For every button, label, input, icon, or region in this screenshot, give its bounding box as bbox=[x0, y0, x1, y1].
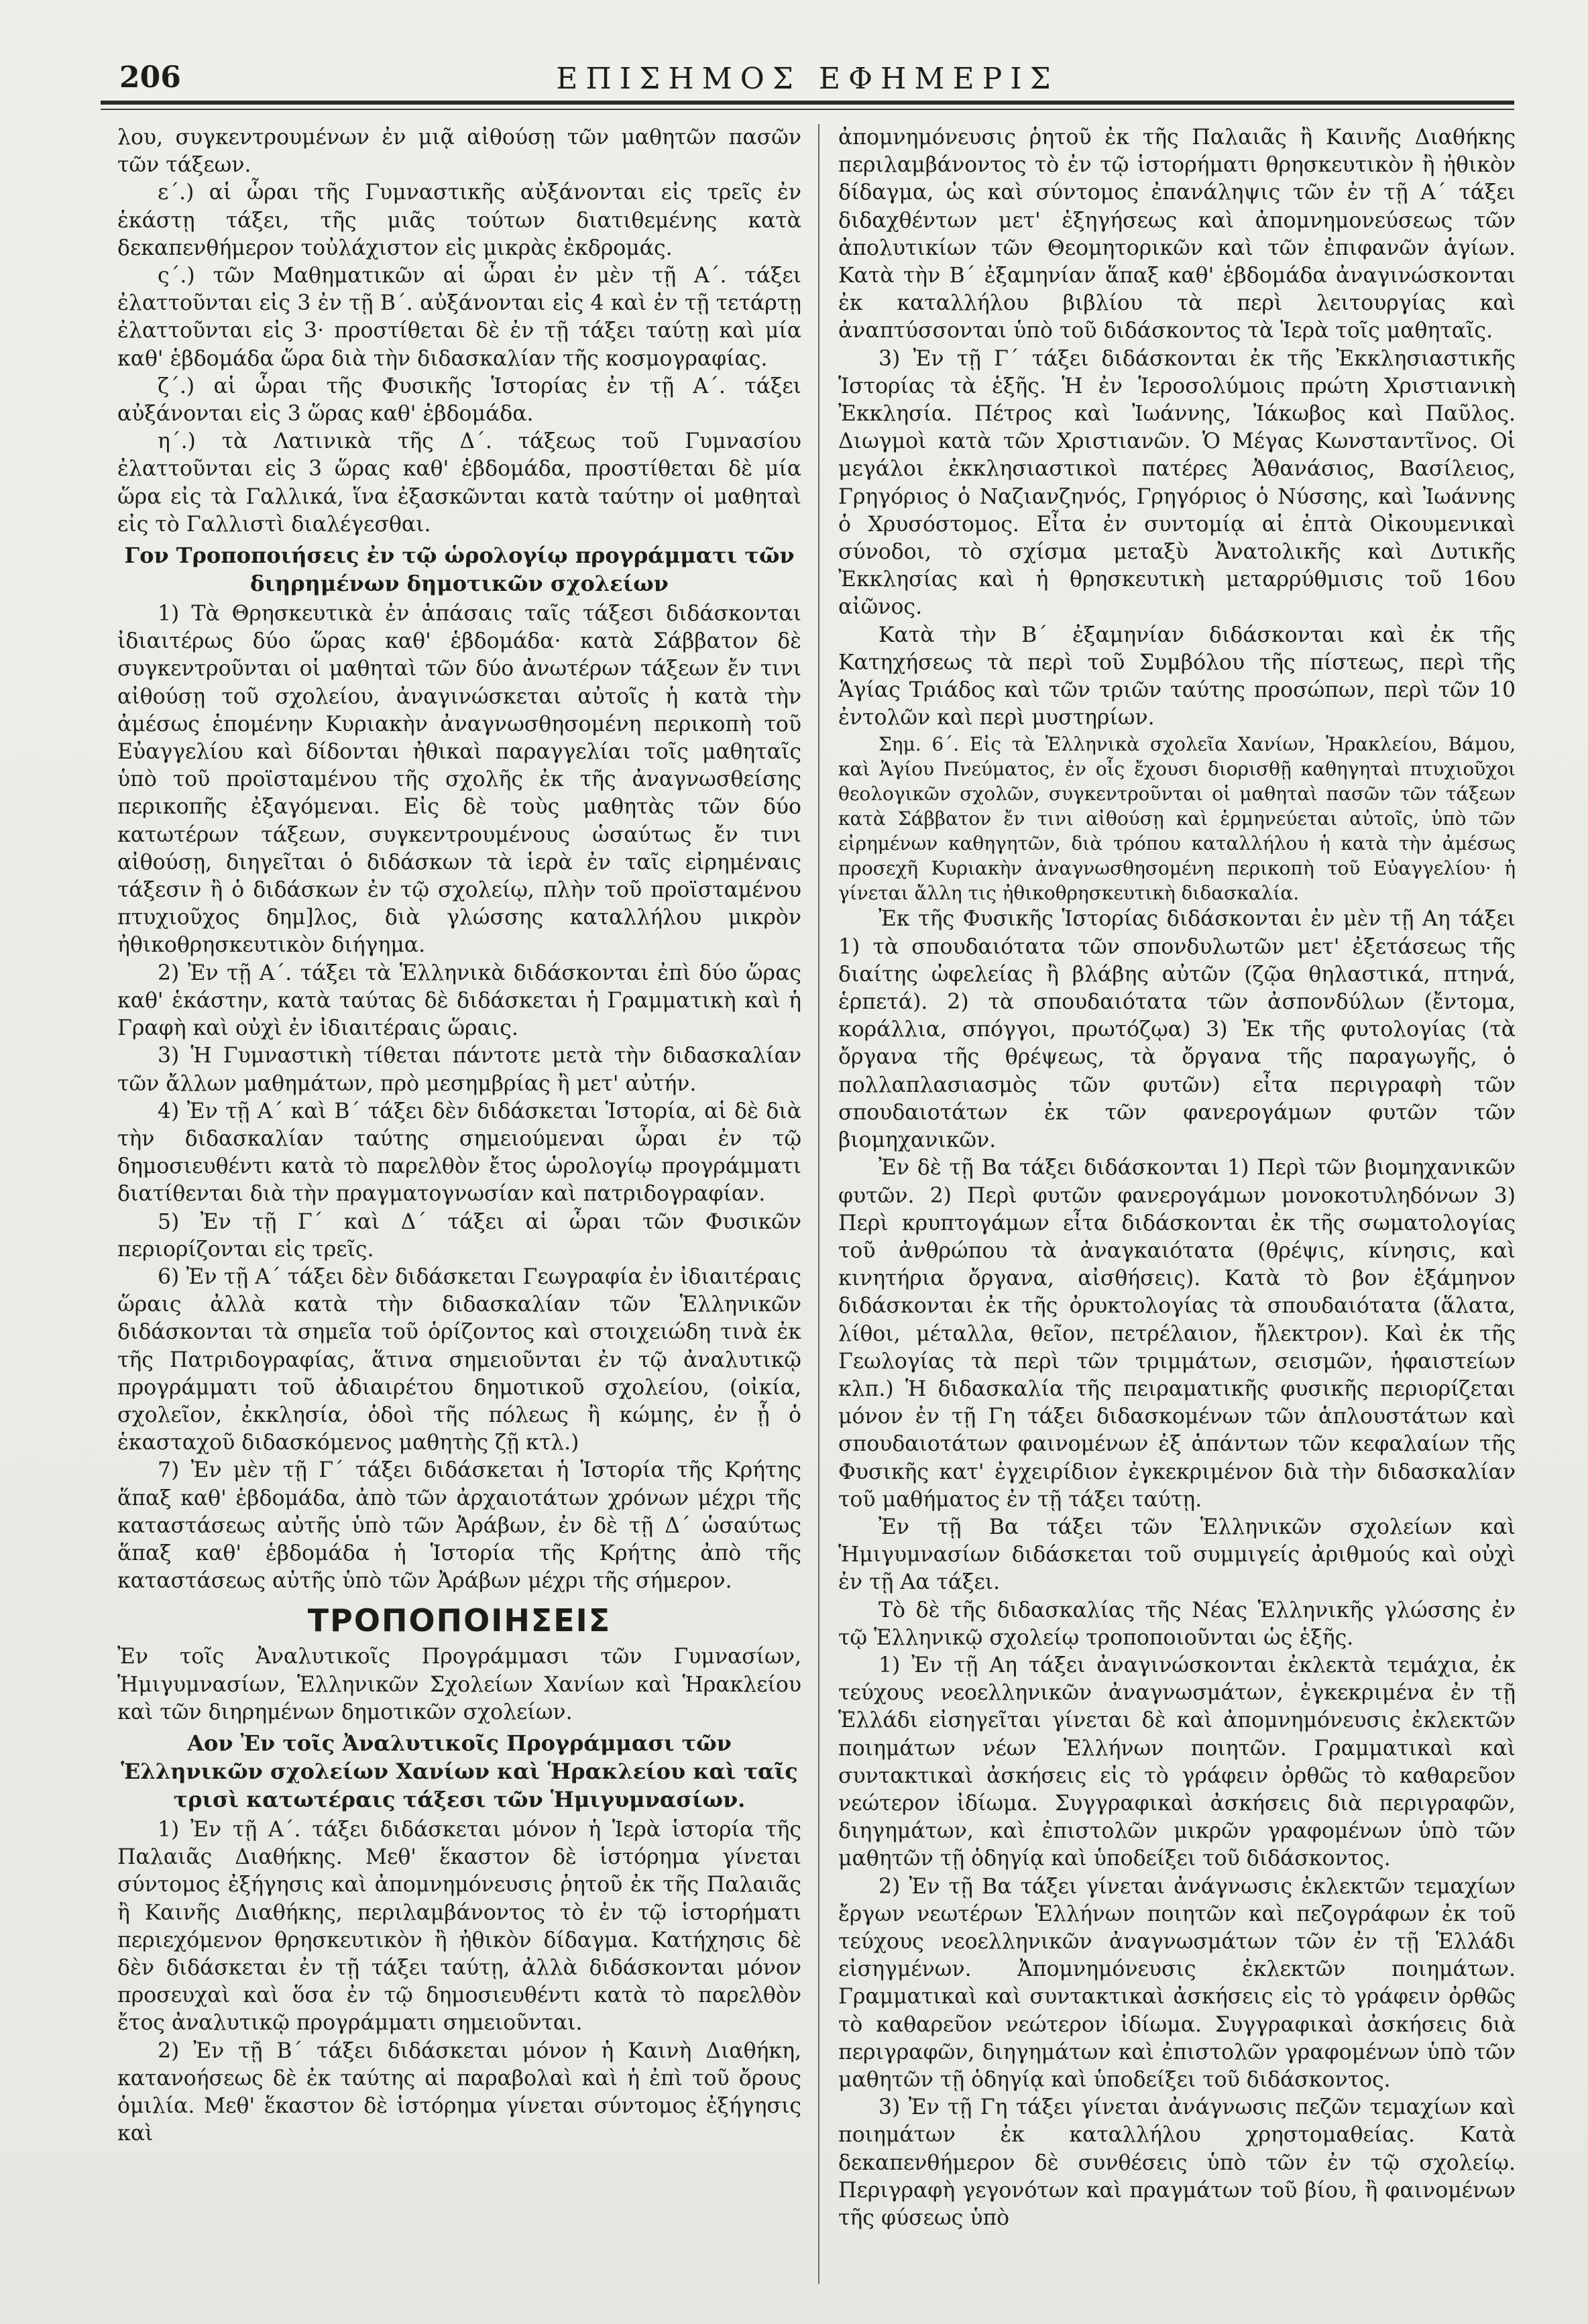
paragraph: 1) Τὰ Θρησκευτικὰ ἐν ἁπάσαις ταῖς τάξεσι διδάσκονται ἰδιαιτέρως δύο ὥρας καθ' ἑβδομάδα· κατὰ Σάββατον δὲ συγκεντροῦνται οἱ μαθηταὶ τῶν δύο ἀνωτέρων τάξεων ἔν τινι αἰθούσῃ τοῦ σχολείου, ἀναγινώσκεται αὐτοῖς ἡ κατὰ τὴν ἀμέσως ἑπομένην Κυριακὴν ἀναγνωσθησομένη περικοπὴ τοῦ Εὐαγγελίου καὶ δίδονται ἠθικαὶ παραγγελίαι τοῖς μαθηταῖς ὑπὸ τοῦ προϊσταμένου τῆς σχολῆς ἐκ τῆς ἀναγνωσθείσης περικοπῆς ἐξαγόμεναι. Εἰς δὲ τοὺς μαθητὰς τῶν δύο κατωτέρων τάξεων, συγκεντρουμένους ὡσαύτως ἔν τινι αἰθούσῃ, διηγεῖται ὁ διδάσκων τὰ ἱερὰ ἐν ταῖς εἰρημέναις τάξεσιν ἢ ὁ διδάσκων ἐν τῷ σχολείῳ, πλὴν τοῦ προϊσταμένου πτυχιοῦχος δημ]λος, διὰ γλώσσης καταλλήλου μικρὸν ἠθικοθρησκευτικὸν διήγημα. bbox=[117, 602, 801, 958]
paragraph: 3) Ἡ Γυμναστικὴ τίθεται πάντοτε μετὰ τὴν διδασκαλίαν τῶν ἄλλων μαθημάτων, πρὸ μεσημβρίας ἢ μετ' αὐτήν. bbox=[117, 1044, 801, 1096]
paragraph: ζ΄.) αἱ ὧραι τῆς Φυσικῆς Ἱστορίας ἐν τῇ Α΄. τάξει αὐξάνονται εἰς 3 ὥρας καθ' ἑβδομάδα. bbox=[117, 374, 801, 427]
section-title: ΤΡΟΠΟΠΟΙΗΣΕΙΣ bbox=[307, 1602, 612, 1639]
section-heading: Γον Τροποποιήσεις ἐν τῷ ὡρολογίῳ προγράμματι τῶν διηρημένων δημοτικῶν σχολείων bbox=[124, 543, 795, 597]
paragraph: 6) Ἐν τῇ Α΄ τάξει δὲν διδάσκεται Γεωγραφία ἐν ἰδιαιτέραις ὥραις ἀλλὰ κατὰ τὴν διδασκαλίαν τῶν Ἑλληνικῶν διδάσκονται τὰ σημεῖα τοῦ ὁρίζοντος καὶ στοιχειώδη τινὰ ἐκ τῆς Πατριδογραφίας, ἅτινα σημειοῦνται ἐν τῷ ἀναλυτικῷ προγράμματι τοῦ ἀδιαιρέτου δημοτικοῦ σχολείου, (οἰκία, σχολεῖον, ἐκκλησία, ὁδοὶ τῆς πόλεως ἢ κώμης, ἐν ᾗ ὁ ἑκασταχοῦ διδασκόμενος μαθητὴς ζῇ κτλ.) bbox=[117, 1264, 801, 1455]
section-heading: Αον Ἐν τοῖς Ἀναλυτικοῖς Προγράμμασι τῶν Ἑλληνικῶν σχολείων Χανίων καὶ Ἡρακλείου καὶ ταῖς τρισὶ κατωτέραις τάξεσι τῶν Ἡμιγυμνασίων. bbox=[121, 1730, 798, 1812]
paragraph: 2) Ἐν τῇ Β΄ τάξει διδάσκεται μόνον ἡ Καινὴ Διαθήκη, κατανοήσεως δὲ ἐκ ταύτης αἱ παραβολαὶ καὶ ἡ ἐπὶ τοῦ ὄρους ὁμιλία. Μεθ' ἕκαστον δὲ ἱστόρημα γίνεται σύντομος ἐξήγησις καὶ bbox=[117, 2038, 801, 2146]
paragraph: 1) Ἐν τῇ Αη τάξει ἀναγινώσκονται ἐκλεκτὰ τεμάχια, ἐκ τεύχους νεοελληνικῶν ἀναγνωσμάτων, ἐγκεκριμένα ἐν τῇ Ἑλλάδι εἰσηγεῖται γίνεται δὲ καὶ ἀπομνημόνευσις ἐκλεκτῶν ποιημάτων νέων Ἑλλήνων ποιητῶν. Γραμματικαὶ καὶ συντακτικαὶ ἀσκήσεις εἰς τὸ γράφειν ὀρθῶς τὸ καθαρεῦον νεώτερον ἰδίωμα. Συγγραφικαὶ ἀσκήσεις διὰ περιγραφῶν, διηγημάτων, καὶ ἐπιστολῶν μικρῶν γραφομένων ὑπὸ τῶν μαθητῶν τῇ ὁδηγίᾳ καὶ ὑποδείξει τοῦ διδάσκοντος. bbox=[838, 1653, 1516, 1871]
section-subtitle: Ἐν τοῖς Ἀναλυτικοῖς Προγράμμασι τῶν Γυμνασίων, Ἡμιγυμνασίων, Ἑλληνικῶν Σχολείων Χανίων καὶ Ἡρακλείου καὶ τῶν διηρημένων δημοτικῶν σχολείων. bbox=[117, 1645, 801, 1724]
paragraph: η΄.) τὰ Λατινικὰ τῆς Δ΄. τάξεως τοῦ Γυμνασίου ἐλαττοῦνται εἰς 3 ὥρας καθ' ἑβδομάδα, προστίθεται δὲ μία ὥρα εἰς τὰ Γαλλικά, ἵνα ἐξασκῶνται κατὰ ταύτην οἱ μαθηταὶ εἰς τὸ Γαλλιστὶ διαλέγεσθαι. bbox=[117, 429, 801, 537]
paragraph: ς΄.) τῶν Μαθηματικῶν αἱ ὧραι ἐν μὲν τῇ Α΄. τάξει ἐλαττοῦνται εἰς 3 ἐν τῇ Β΄. αὐξάνονται εἰς 4 καὶ ἐν τῇ τετάρτῃ ἐλαττοῦνται εἰς 3· προστίθεται δὲ ἐν τῇ τάξει ταύτῃ καὶ μία καθ' ἑβδομάδα ὥρα διὰ τὴν διδασκαλίαν τῆς κοσμογραφίας. bbox=[117, 264, 801, 371]
paragraph: Ἐκ τῆς Φυσικῆς Ἱστορίας διδάσκονται ἐν μὲν τῇ Αη τάξει 1) τὰ σπουδαιότατα τῶν σπονδυλωτῶν μετ' ἐξετάσεως τῆς διαίτης ὠφελείας ἢ βλάβης αὐτῶν (ζῷα θηλαστικά, πτηνά, ἑρπετά). 2) τὰ σπουδαιότατα τῶν ἀσπονδύλων (ἔντομα, κοράλλια, σπόγγοι, πρωτόζῳα) 3) Ἐκ τῆς φυτολογίας (τὰ ὄργανα τῆς θρέψεως, τὰ ὄργανα τῆς παραγωγῆς, ὁ πολλαπλασιασμὸς τῶν φυτῶν) εἶτα περιγραφὴ τῶν σπουδαιοτάτων ἐκ τῶν φανερογάμων φυτῶν τῶν βιομηχανικῶν. bbox=[838, 907, 1516, 1153]
header-rule-thin bbox=[101, 109, 1514, 110]
paragraph: ε΄.) αἱ ὧραι τῆς Γυμναστικῆς αὐξάνονται εἰς τρεῖς ἐν ἑκάστῃ τάξει, τῆς μιᾶς τούτων διατιθεμένης κατὰ δεκαπενθήμερον τοὐλάχιστον εἰς μικρὰς ἐκδρομάς. bbox=[117, 180, 801, 260]
paragraph: Ἐν τῇ Βα τάξει τῶν Ἑλληνικῶν σχολείων καὶ Ἡμιγυμνασίων διδάσκεται τοῦ συμμιγείς ἀριθμούς καὶ οὐχὶ ἐν τῇ Αα τάξει. bbox=[838, 1514, 1516, 1595]
header-rule bbox=[101, 101, 1514, 105]
paragraph: Κατὰ τὴν Β΄ ἐξαμηνίαν διδάσκονται καὶ ἐκ τῆς Κατηχήσεως τὰ περὶ τοῦ Συμβόλου τῆς πίστεως, περὶ τῆς Ἁγίας Τριάδος καὶ τῶν τριῶν ταύτης προσώπων, περὶ τῶν 10 ἐντολῶν καὶ περὶ μυστηρίων. bbox=[838, 622, 1516, 730]
paragraph: 7) Ἐν μὲν τῇ Γ΄ τάξει διδάσκεται ἡ Ἱστορία τῆς Κρήτης ἅπαξ καθ' ἑβδομάδα, ἀπὸ τῶν ἀρχαιοτάτων χρόνων μέχρι τῆς καταστάσεως αὐτῆς ὑπὸ τῶν Ἀράβων, ἐν δὲ τῇ Δ΄ ὡσαύτως ἅπαξ καθ' ἑβδομάδα ἡ Ἱστορία τῆς Κρήτης ἀπὸ τῆς καταστάσεως αὐτῆς ὑπὸ τῶν Ἀράβων μέχρι τῆς σήμερον. bbox=[117, 1458, 801, 1594]
paragraph: Τὸ δὲ τῆς διδασκαλίας τῆς Νέας Ἑλληνικῆς γλώσσης ἐν τῷ Ἑλληνικῷ σχολείῳ τροποποιοῦνται ὡς ἑξῆς. bbox=[838, 1598, 1516, 1650]
page-header bbox=[101, 54, 1514, 107]
journal-title: ΕΠΙΣΗΜΟΣ ΕΦΗΜΕΡΙΣ bbox=[556, 62, 1059, 96]
left-column bbox=[117, 124, 801, 2297]
paragraph: ἀπομνημόνευσις ῥητοῦ ἐκ τῆς Παλαιᾶς ἢ Καινῆς Διαθήκης περιλαμβάνοντος τὸ ἐν τῷ ἱστορήματι θρησκευτικὸν ἢ ἠθικὸν δίδαγμα, ὡς καὶ σύντομος ἐπανάληψις τῶν ἐν τῇ Α΄ τάξει διδαχθέντων μετ' ἐξηγήσεως καὶ ἀπομνημονεύσεως τῶν ἀπολυτικίων τῶν Θεομητορικῶν καὶ τῶν ἐπιφανῶν ἁγίων. Κατὰ τὴν Β΄ ἐξαμηνίαν ἅπαξ καθ' ἑβδομάδα ἀναγινώσκονται ἐκ καταλλήλου βιβλίου τὰ περὶ λειτουργίας καὶ ἀναπτύσσονται ὑπὸ τοῦ διδάσκοντος τὰ Ἱερὰ τοῖς μαθηταῖς. bbox=[838, 125, 1516, 343]
paragraph: 5) Ἐν τῇ Γ΄ καὶ Δ΄ τάξει αἱ ὧραι τῶν Φυσικῶν περιορίζονται εἰς τρεῖς. bbox=[117, 1209, 801, 1262]
paragraph: 3) Ἐν τῇ Γη τάξει γίνεται ἀνάγνωσις πεζῶν τεμαχίων καὶ ποιημάτων ἐκ καταλλήλου χρηστομαθείας. Κατὰ δεκαπενθήμερον δὲ συνθέσεις ὑπὸ τῶν ἐν τῷ σχολείῳ. Περιγραφὴ γεγονότων καὶ πραγμάτων τοῦ βίου, ἢ φαινομένων τῆς φύσεως ὑπὸ bbox=[838, 2095, 1516, 2231]
paragraph: 2) Ἐν τῇ Α΄. τάξει τὰ Ἑλληνικὰ διδάσκονται ἐπὶ δύο ὥρας καθ' ἑκάστην, κατὰ ταύτας δὲ διδάσκεται ἡ Γραμματικὴ καὶ ἡ Γραφὴ καὶ οὐχὶ ἐν ἰδιαιτέραις ὥραις. bbox=[117, 960, 801, 1041]
paragraph: Ἐν δὲ τῇ Βα τάξει διδάσκονται 1) Περὶ τῶν βιομηχανικῶν φυτῶν. 2) Περὶ φυτῶν φανερογάμων μονοκοτυληδόνων 3) Περὶ κρυπτογάμων εἶτα διδάσκονται ἐκ τῆς σωματολογίας τοῦ ἀνθρώπου τὰ ἀναγκαιότατα (θρέψις, κίνησις, καὶ κινητήρια ὄργανα, αἰσθήσεις). Κατὰ τὸ βον ἑξάμηνον διδάσκονται ἐκ τῆς ὀρυκτολογίας τὰ σπουδαιότατα (ἅλατα, λίθοι, μέταλλα, θεῖον, πετρέλαιον, ἤλεκτρον). Καὶ ἐκ τῆς Γεωλογίας τὰ περὶ τῶν τριμμάτων, σεισμῶν, ἡφαιστείων κλπ.) Ἡ διδασκαλία τῆς πειραματικῆς φυσικῆς περιορίζεται μόνον ἐν τῇ Γη τάξει διδασκομένων τῶν ἁπλουστάτων καὶ σπουδαιοτάτων φαινομένων ἐξ ἁπάντων τῶν κεφαλαίων τῆς Φυσικῆς κατ' ἐγχειρίδιον ἐγκεκριμένον διὰ τὴν διδασκαλίαν τοῦ μαθήματος ἐν τῇ τάξει ταύτῃ. bbox=[838, 1156, 1516, 1512]
paragraph: 4) Ἐν τῇ Α΄ καὶ Β΄ τάξει δὲν διδάσκεται Ἱστορία, αἱ δὲ διὰ τὴν διδασκαλίαν ταύτης σημειούμεναι ὧραι ἐν τῷ δημοσιευθέντι κατὰ τὸ παρελθὸν ἔτος ὡρολογίῳ προγράμματι διατίθενται διὰ τὴν πραγματογνωσίαν καὶ πατριδογραφίαν. bbox=[117, 1099, 801, 1207]
paragraph: 2) Ἐν τῇ Βα τάξει γίνεται ἀνάγνωσις ἐκλεκτῶν τεμαχίων ἔργων νεωτέρων Ἑλλήνων ποιητῶν καὶ πεζογράφων ἐκ τοῦ τεύχους νεοελληνικῶν ἀναγνωσμάτων τῶν ἐν τῇ Ἑλλάδι εἰσηγμένων. Ἀπομνημόνευσις ἐκλεκτῶν ποιημάτων. Γραμματικαὶ καὶ συντακτικαὶ ἀσκήσεις εἰς τὸ γράφειν ὀρθῶς τὸ καθαρεῦον νεώτερον ἰδίωμα. Συγγραφικαὶ ἀσκήσεις διὰ περιγραφῶν, διηγημάτων καὶ ἐπιστολῶν γραφομένων ὑπὸ τῶν μαθητῶν τῇ ὁδηγίᾳ καὶ ὑποδείξει τοῦ διδάσκοντος. bbox=[838, 1874, 1516, 2092]
column-divider bbox=[818, 124, 819, 2284]
paragraph: λου, συγκεντρουμένων ἐν μιᾷ αἰθούσῃ τῶν μαθητῶν πασῶν τῶν τάξεων. bbox=[117, 125, 801, 178]
right-column bbox=[838, 124, 1516, 2297]
paragraph: 1) Ἐν τῇ Α΄. τάξει διδάσκεται μόνον ἡ Ἱερὰ ἱστορία τῆς Παλαιᾶς Διαθήκης. Μεθ' ἕκαστον δὲ ἱστόρημα γίνεται σύντομος ἐξήγησις καὶ ἀπομνημόνευσις ῥητοῦ ἐκ τῆς Παλαιᾶς ἢ Καινῆς Διαθήκης, περιλαμβάνοντος τὸ ἐν τῷ ἱστορήματι περιεχόμενον θρησκευτικὸν ἢ ἠθικὸν δίδαγμα. Κατήχησις δὲ δὲν διδάσκεται ἐν τῇ τάξει ταύτῃ, ἀλλὰ διδάσκονται μόνον προσευχαὶ καὶ ὅσα ἐν τῷ δημοσιευθέντι κατὰ τὸ παρελθὸν ἔτος ἀναλυτικῷ προγράμματι σημειοῦνται. bbox=[117, 1817, 801, 2036]
page-number: 206 bbox=[119, 60, 181, 95]
paragraph: 3) Ἐν τῇ Γ΄ τάξει διδάσκονται ἐκ τῆς Ἐκκλησιαστικῆς Ἱστορίας τὰ ἑξῆς. Ἡ ἐν Ἱεροσολύμοις πρώτη Χριστιανικὴ Ἐκκλησία. Πέτρος καὶ Ἰωάννης, Ἰάκωβος καὶ Παῦλος. Διωγμοὶ κατὰ τῶν Χριστιανῶν. Ὁ Μέγας Κωνσταντῖνος. Οἱ μεγάλοι ἐκκλησιαστικοὶ πατέρες Ἀθανάσιος, Βασίλειος, Γρηγόριος ὁ Ναζιανζηνός, Γρηγόριος ὁ Νύσσης, καὶ Ἰωάννης ὁ Χρυσόστομος. Εἶτα ἐν συντομίᾳ αἱ ἑπτὰ Οἰκουμενικαὶ σύνοδοι, τὸ σχίσμα μεταξὺ Ἀνατολικῆς καὶ Δυτικῆς Ἐκκλησίας καὶ ἡ θρησκευτικὴ μεταρρύθμισις τοῦ 16ου αἰῶνος. bbox=[838, 346, 1516, 620]
footnote: Σημ. 6΄. Εἰς τὰ Ἑλληνικὰ σχολεῖα Χανίων, Ἡρακλείου, Βάμου, καὶ Ἁγίου Πνεύματος, ἐν οἷς ἔχουσι διορισθῇ καθηγηταὶ πτυχιοῦχοι θεολογικῶν σχολῶν, συγκεντροῦνται οἱ μαθηταὶ πασῶν τῶν τάξεων κατὰ Σάββατον ἔν τινι αἰθούσῃ καὶ ἑρμηνεύεται αὐτοῖς, ὑπὸ τῶν εἰρημένων καθηγητῶν, διὰ τρόπου καταλλήλου ἡ κατὰ τὴν ἀμέσως προσεχῆ Κυριακὴν ἀναγνωσθησομένη περικοπὴ τοῦ Εὐαγγελίου· ἡ γίνεται ἄλλη τις ἠθικοθρησκευτικὴ διδασκαλία. bbox=[838, 733, 1516, 905]
